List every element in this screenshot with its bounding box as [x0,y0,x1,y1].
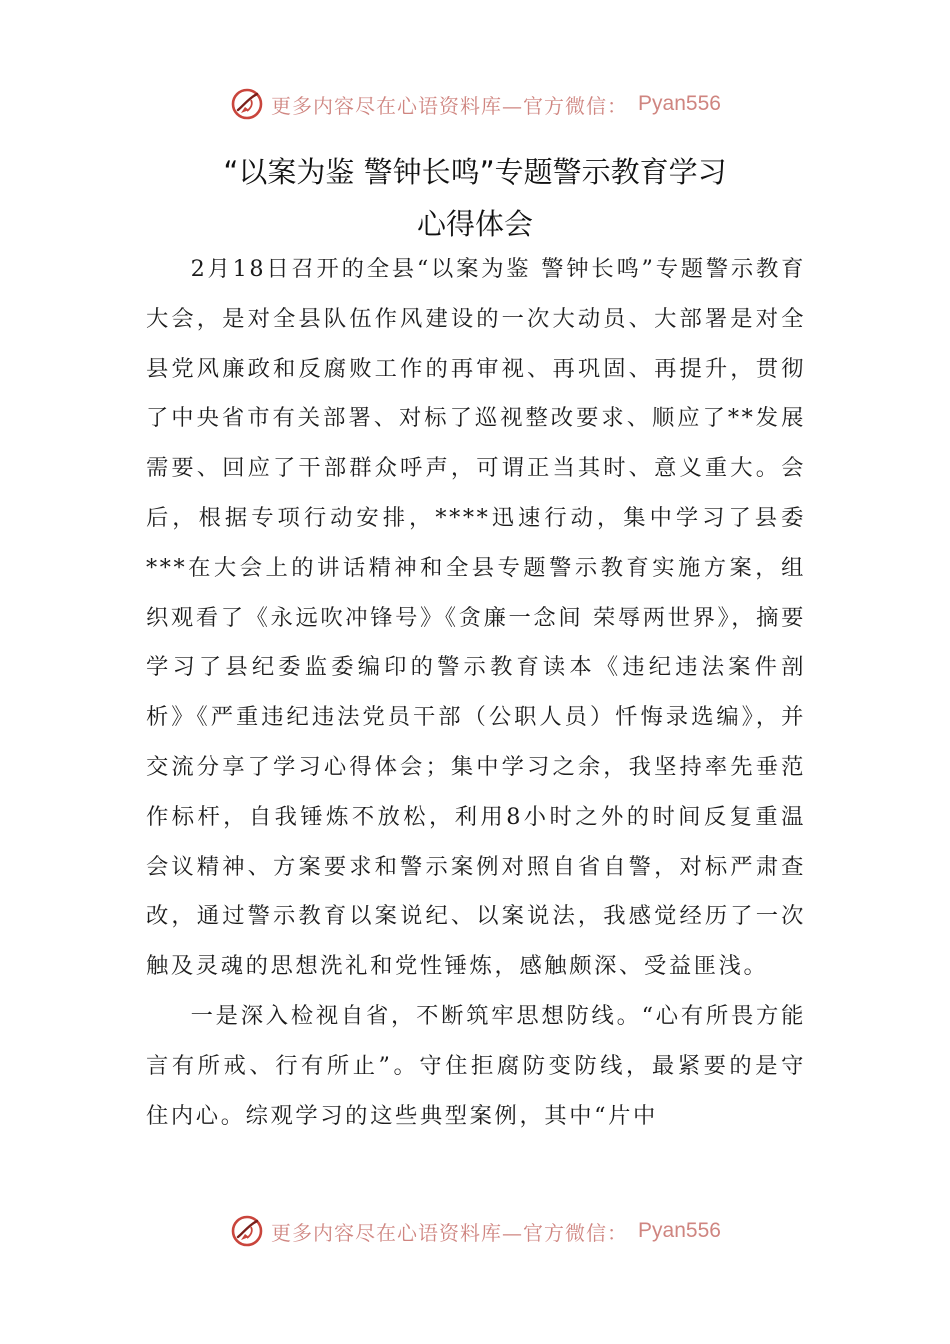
watermark-text: 更多内容尽在心语资料库—官方微信： [271,1220,629,1245]
watermark-wechat-id: Pyan556 [638,1219,721,1242]
title-line-2: 心得体会 [416,207,533,241]
watermark-wechat-id: Pyan556 [638,92,721,115]
document-body [146,245,806,1195]
pen-swirl-logo-icon [229,86,265,122]
title-line-1: “以案为鉴 警钟长鸣”专题警示教育学习 [223,155,727,189]
body-paragraph-1: 2月18日召开的全县“以案为鉴 警钟长鸣”专题警示教育大会，是对全县队伍作风建设的一次大动员、大部署是对全县党风廉政和反腐败工作的再审视、再巩固、再提升，贯彻了中央省市有关部署、对标了巡视整改要求、顺应了**发展需要、回应了干部群众呼声，可谓正当其时、意义重大。会后，根据专项行动安排，****迅速行动，集中学习了县委***在大会上的讲话精神和全县专题警示教育实施方案，组织观看了《永远吹冲锋号》《贪廉一念间 荣辱两世界》，摘要学习了县纪委监委编印的警示教育读本《违纪违法案件剖析》《严重违纪违法党员干部（公职人员）忏悔录选编》，并交流分享了学习心得体会；集中学习之余，我坚持率先垂范作标杆，自我锤炼不放松，利用8小时之外的时间反复重温会议精神、方案要求和警示案例对照自省自警，对标严肃查改，通过警示教育以案说纪、以案说法，我感觉经历了一次触及灵魂的思想洗礼和党性锤炼，感触颇深、受益匪浅。 [146,256,806,980]
pen-swirl-logo-icon [229,1213,265,1249]
document-title [0,146,950,250]
watermark-text: 更多内容尽在心语资料库—官方微信： [271,93,629,118]
watermark-footer [0,1211,950,1251]
body-paragraph-2: 一是深入检视自省，不断筑牢思想防线。“心有所畏方能言有所戒、行有所止”。守住拒腐防变防线，最紧要的是守住内心。综观学习的这些典型案例，其中“片中 [146,1002,806,1129]
watermark-header [0,84,950,124]
